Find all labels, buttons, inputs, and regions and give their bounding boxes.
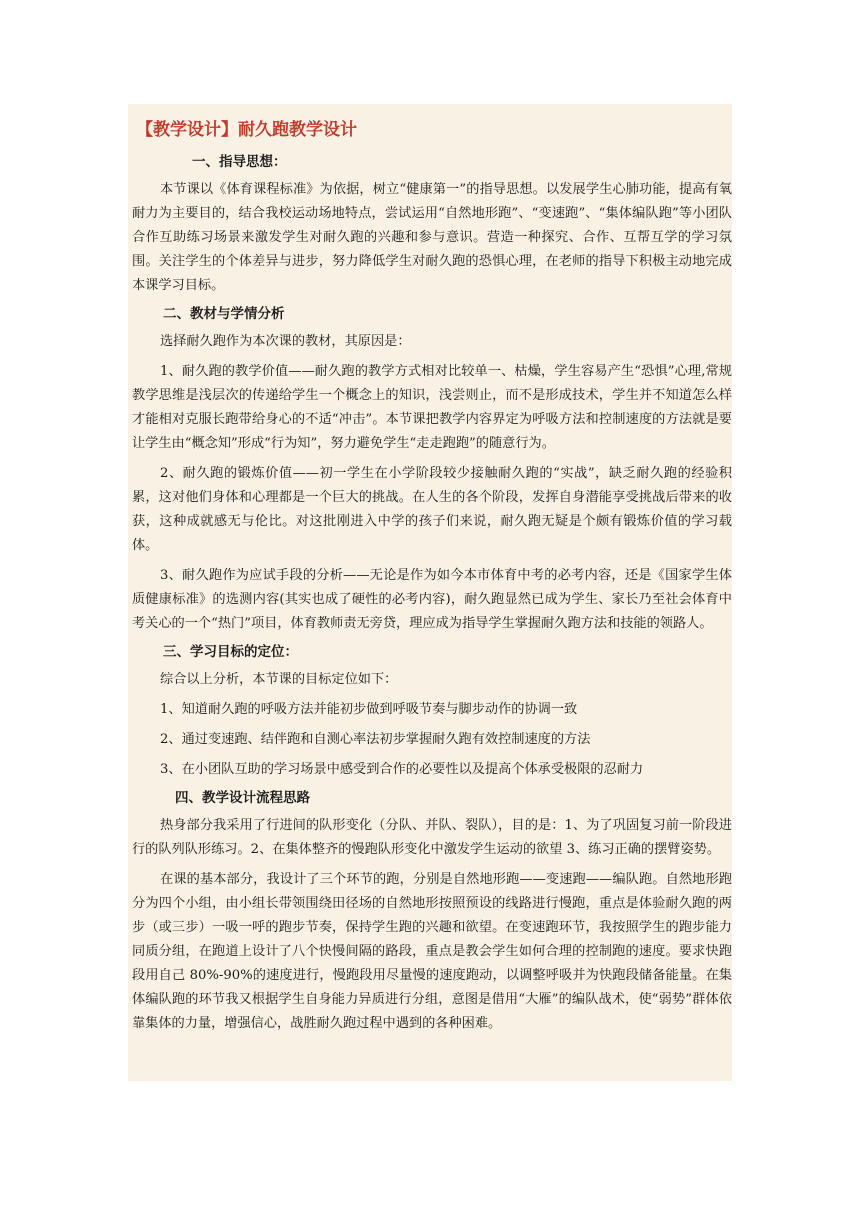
section-heading-design-flow: 四、教学设计流程思路 [175, 790, 310, 806]
section-heading-learning-goals: 三、学习目标的定位： [163, 644, 298, 660]
section-heading-guiding-ideology: 一、指导思想： [192, 154, 287, 170]
goal-item: 1、知道耐久跑的呼吸方法并能初步做到呼吸节奏与脚步动作的协调一致 [160, 702, 578, 717]
paragraph: 热身部分我采用了行进间的队形变化（分队、并队、裂队），目的是：1、为了巩固复习前一阶段进行的队列队形练习。2、在集体整齐的慢跑队形变化中激发学生运动的欲望 3、练习正确的摆臂姿势。 [132, 818, 732, 857]
paragraph: 本节课以《体育课程标准》为依据，树立“健康第一”的指导思想。以发展学生心肺功能，提高有氧耐力为主要目的，结合我校运动场地特点，尝试运用“自然地形跑”、“变速跑”、“集体编队跑”等小团队合作互助练习场景来激发学生对耐久跑的兴趣和参与意识。营造一种探究、合作、互帮互学的学习氛围。关注学生的个体差异与进步，努力降低学生对耐久跑的恐惧心理，在老师的指导下积极主动地完成本课学习目标。 [132, 182, 732, 293]
goal-item: 3、在小团队互助的学习场景中感受到合作的必要性以及提高个体承受极限的忍耐力 [160, 762, 644, 777]
paragraph: 3、耐久跑作为应试手段的分析——无论是作为如今本市体育中考的必考内容，还是《国家学生体质健康标准》的选测内容(其实也成了硬性的必考内容)，耐久跑显然已成为学生、家长乃至社会体育中考关心的一个“热门”项目，体育教师责无旁贷，理应成为指导学生掌握耐久跑方法和技能的领路人。 [132, 568, 732, 631]
paragraph: 选择耐久跑作为本次课的教材，其原因是： [160, 334, 411, 349]
paragraph: 2、耐久跑的锻炼价值——初一学生在小学阶段较少接触耐久跑的“实战”，缺乏耐久跑的经验积累，这对他们身体和心理都是一个巨大的挑战。在人生的各个阶段，发挥自身潜能享受挑战后带来的收获，这种成就感无与伦比。对这批刚进入中学的孩子们来说，耐久跑无疑是个颇有锻炼价值的学习载体。 [132, 466, 732, 553]
document-page [128, 104, 732, 1081]
paragraph: 综合以上分析，本节课的目标定位如下： [160, 672, 398, 687]
goal-item: 2、通过变速跑、结伴跑和自测心率法初步掌握耐久跑有效控制速度的方法 [160, 732, 591, 747]
paragraph: 1、耐久跑的教学价值——耐久跑的教学方式相对比较单一、枯燥，学生容易产生“恐惧”心理,常规教学思维是浅层次的传递给学生一个概念上的知识，浅尝则止，而不是形成技术，学生并不知道怎么样才能相对克服长跑带给身心的不适“冲击”。本节课把教学内容界定为呼吸方法和控制速度的方法就是要让学生由“概念知”形成“行为知”，努力避免学生“走走跑跑”的随意行为。 [132, 364, 732, 451]
document-title: 【教学设计】耐久跑教学设计 [136, 120, 357, 140]
paragraph: 在课的基本部分，我设计了三个环节的跑，分别是自然地形跑——变速跑——编队跑。自然地形跑分为四个小组，由小组长带领围绕田径场的自然地形按照预设的线路进行慢跑，重点是体验耐久跑的两步（或三步）一吸一呼的跑步节奏，保持学生跑的兴趣和欲望。在变速跑环节，我按照学生的跑步能力同质分组，在跑道上设计了八个快慢间隔的路段，重点是教会学生如何合理的控制跑的速度。要求快跑段用自己 80%-90%的速度进行，慢跑段用尽量慢的速度跑动，以调整呼吸并为快跑段储备能量。在集体编队跑的环节我又根据学生自身能力异质进行分组，意图是借用“大雁”的编队战术，使“弱势”群体依靠集体的力量，增强信心，战胜耐久跑过程中遇到的各种困难。 [132, 872, 732, 1031]
section-heading-material-analysis: 二、教材与学情分析 [163, 306, 285, 322]
